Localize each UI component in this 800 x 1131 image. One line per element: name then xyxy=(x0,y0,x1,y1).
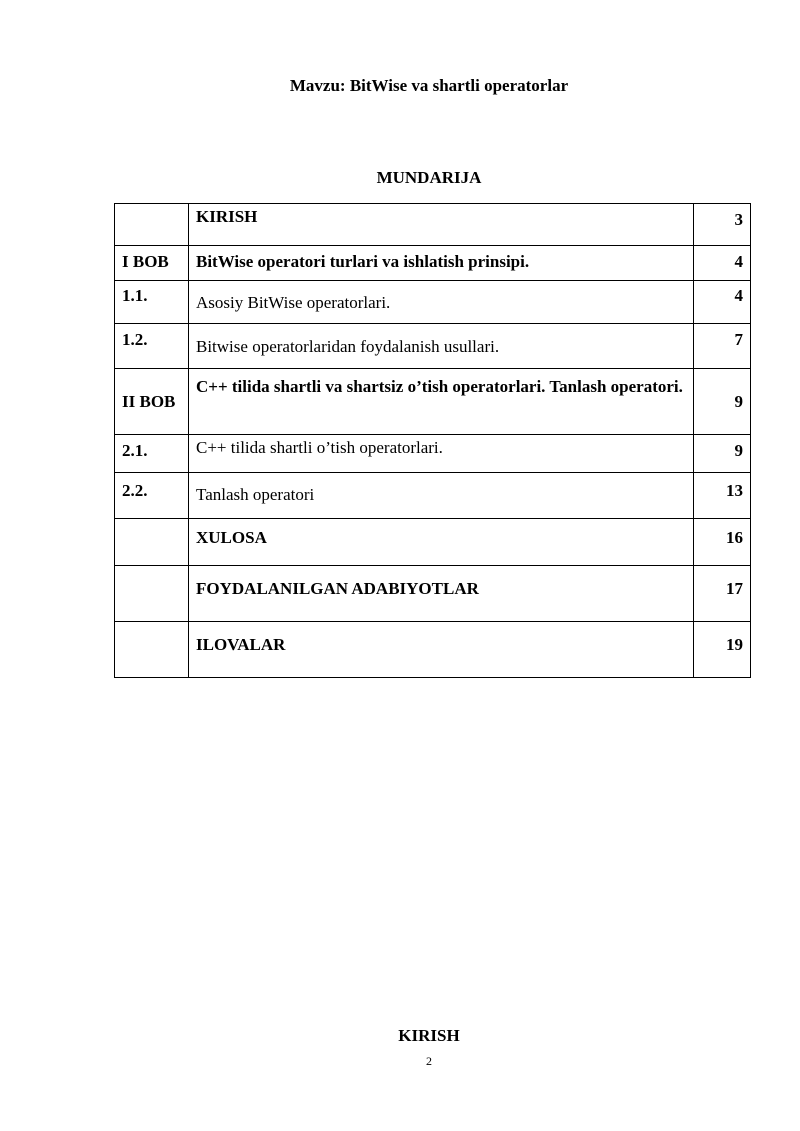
toc-row xyxy=(115,566,751,622)
toc-page: 7 xyxy=(694,324,751,369)
toc-label: C++ tilida shartli va shartsiz o’tish operatorlari. Tanlash operatori. xyxy=(189,369,694,435)
toc-label: C++ tilida shartli o’tish operatorlari. xyxy=(189,435,694,473)
toc-row xyxy=(115,519,751,566)
footer-heading: KIRISH xyxy=(398,1026,460,1045)
toc-page: 13 xyxy=(694,473,751,519)
toc-code xyxy=(115,566,189,622)
toc-code: I BOB xyxy=(115,246,189,281)
toc-code: 1.1. xyxy=(115,281,189,324)
toc-page: 9 xyxy=(694,369,751,435)
toc-label: Asosiy BitWise operatorlari. xyxy=(189,281,694,324)
toc-label: ILOVALAR xyxy=(189,622,694,678)
toc-row xyxy=(115,369,751,435)
page-number: 2 xyxy=(426,1054,432,1068)
toc-code: II BOB xyxy=(115,369,189,435)
toc-code: 2.1. xyxy=(115,435,189,473)
toc-code xyxy=(115,622,189,678)
toc-code: 1.2. xyxy=(115,324,189,369)
toc-code xyxy=(115,519,189,566)
toc-page: 9 xyxy=(694,435,751,473)
toc-label: Bitwise operatorlaridan foydalanish usullari. xyxy=(189,324,694,369)
toc-row xyxy=(115,324,751,369)
toc-table xyxy=(114,203,751,678)
toc-page: 19 xyxy=(694,622,751,678)
toc-row xyxy=(115,435,751,473)
toc-row xyxy=(115,246,751,281)
toc-row xyxy=(115,622,751,678)
toc-label: XULOSA xyxy=(189,519,694,566)
toc-heading: MUNDARIJA xyxy=(376,168,482,187)
toc-page: 4 xyxy=(694,281,751,324)
toc-code xyxy=(115,204,189,246)
toc-code: 2.2. xyxy=(115,473,189,519)
toc-row xyxy=(115,473,751,519)
toc-label: Tanlash operatori xyxy=(189,473,694,519)
toc-page: 4 xyxy=(694,246,751,281)
toc-row xyxy=(115,281,751,324)
toc-page: 3 xyxy=(694,204,751,246)
toc-label: BitWise operatori turlari va ishlatish prinsipi. xyxy=(189,246,694,281)
toc-page: 17 xyxy=(694,566,751,622)
toc-label: FOYDALANILGAN ADABIYOTLAR xyxy=(189,566,694,622)
toc-page: 16 xyxy=(694,519,751,566)
page-title: Mavzu: BitWise va shartli operatorlar xyxy=(289,76,569,95)
toc-row xyxy=(115,204,751,246)
toc-label: KIRISH xyxy=(189,204,694,246)
